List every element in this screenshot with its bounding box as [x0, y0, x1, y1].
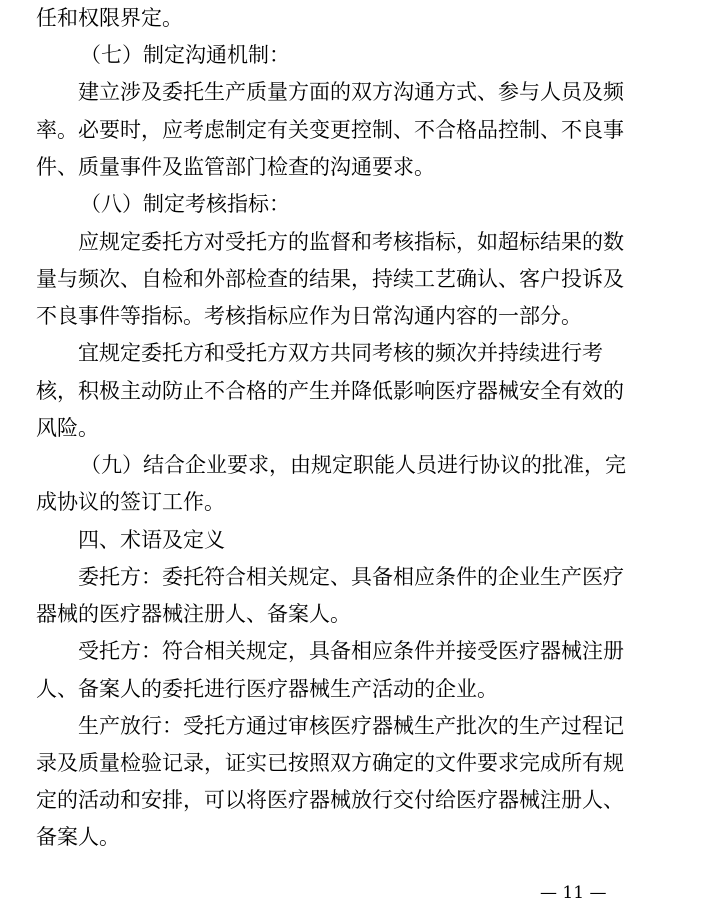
definition-line: 器械的医疗器械注册人、备案人。	[36, 602, 351, 626]
definition-line: 生产放行：受托方通过审核医疗器械生产批次的生产过程记	[78, 714, 624, 738]
section-heading: （八）制定考核指标：	[80, 192, 290, 216]
definition-line: 委托方：委托符合相关规定、具备相应条件的企业生产医疗	[78, 565, 624, 589]
definition-line: 备案人。	[36, 825, 120, 849]
body-text-line: 应规定委托方对受托方的监督和考核指标，如超标结果的数	[78, 230, 624, 254]
body-text-line: 宜规定委托方和受托方双方共同考核的频次并持续进行考	[78, 341, 603, 365]
body-text-line: 件、质量事件及监管部门检查的沟通要求。	[36, 155, 435, 179]
body-text-line: 率。必要时，应考虑制定有关变更控制、不合格品控制、不良事	[36, 118, 624, 142]
page-number: — 11 —	[540, 883, 607, 903]
definition-line: 人、备案人的委托进行医疗器械生产活动的企业。	[36, 677, 498, 701]
definition-line: 受托方：符合相关规定，具备相应条件并接受医疗器械注册	[78, 639, 624, 663]
body-text-line: 不良事件等指标。考核指标应作为日常沟通内容的一部分。	[36, 304, 582, 328]
definition-line: 录及质量检验记录，证实已按照双方确定的文件要求完成所有规	[36, 751, 624, 775]
body-text-line: 建立涉及委托生产质量方面的双方沟通方式、参与人员及频	[78, 80, 624, 104]
section-heading: （七）制定沟通机制：	[80, 43, 290, 67]
section-heading: （九）结合企业要求，由规定职能人员进行协议的批准，完	[80, 453, 626, 477]
body-text-line: 任和权限界定。	[36, 6, 183, 30]
body-text-line: 量与频次、自检和外部检查的结果，持续工艺确认、客户投诉及	[36, 267, 624, 291]
section-heading: 四、术语及定义	[78, 528, 225, 552]
body-text-line: 成协议的签订工作。	[36, 490, 225, 514]
body-text-line: 核，积极主动防止不合格的产生并降低影响医疗器械安全有效的	[36, 379, 624, 403]
body-text-line: 风险。	[36, 416, 99, 440]
definition-line: 定的活动和安排，可以将医疗器械放行交付给医疗器械注册人、	[36, 788, 624, 812]
